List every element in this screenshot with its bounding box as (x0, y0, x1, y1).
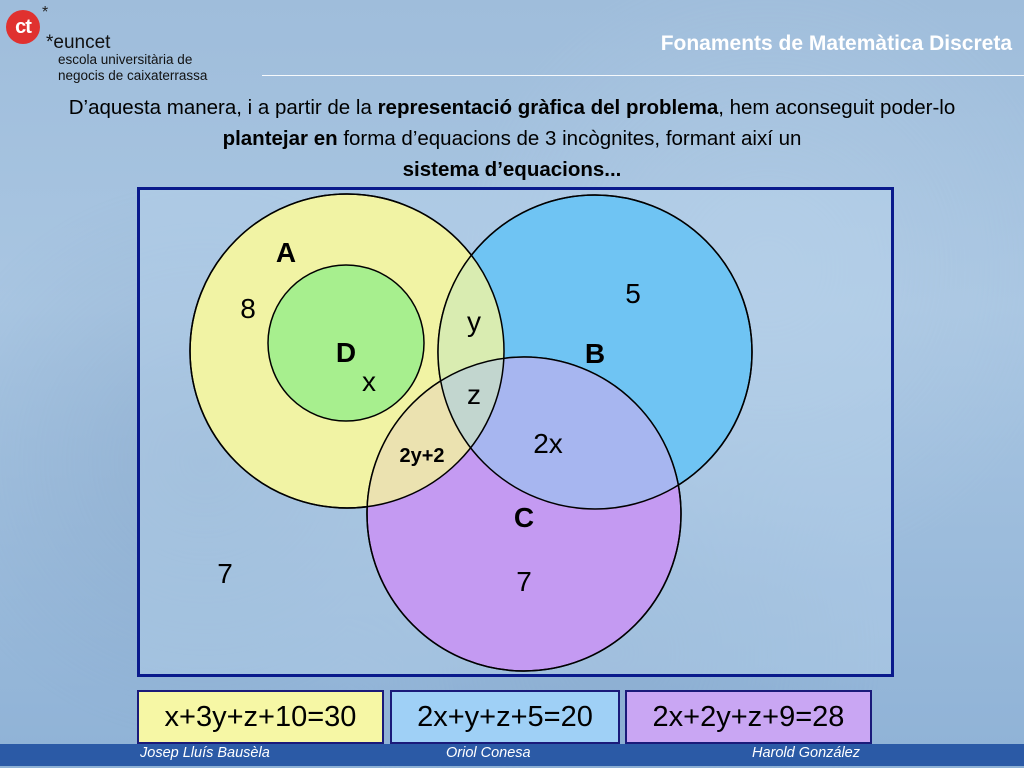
value-a-c: 2y+2 (399, 445, 445, 467)
course-title: Fonaments de Matemàtica Discreta (660, 32, 1012, 55)
ct-logo-mark: ct (6, 10, 40, 44)
equation-3: 2x+2y+z+9=28 (625, 690, 872, 744)
logo-line-2: negocis de caixaterrassa (58, 68, 208, 83)
value-outside: 7 (217, 558, 233, 589)
value-c-only: 7 (516, 566, 532, 597)
intro-bold-3: sistema d’equacions... (402, 158, 622, 181)
logo-line-1: escola universitària de (58, 52, 193, 67)
label-set-a: A (275, 237, 297, 268)
value-a-b: y (467, 306, 481, 337)
intro-part-2: , hem aconseguit poder-lo (718, 96, 956, 119)
logo-star: * (42, 4, 49, 21)
intro-part-3: forma d’equacions de 3 incògnites, formant així un (337, 127, 802, 150)
intro-bold-2: plantejar en (222, 127, 338, 150)
footer-bar (0, 744, 1024, 766)
value-a-b-c: z (467, 379, 481, 410)
label-set-c: C (513, 502, 535, 533)
value-a-only: 8 (240, 293, 256, 324)
intro-part-1: D’aquesta manera, i a partir de la (68, 96, 378, 119)
logo-brand: *euncet (46, 32, 111, 53)
value-b-only: 5 (625, 278, 641, 309)
equation-1: x+3y+z+10=30 (137, 690, 384, 744)
footer-author-3: Harold González (752, 745, 860, 761)
value-b-c: 2x (533, 428, 563, 459)
intro-bold-1: representació gràfica del problema (377, 96, 719, 119)
footer-author-2: Oriol Conesa (446, 745, 531, 761)
footer-author-1: Josep Lluís Bausèla (140, 745, 270, 761)
equation-2: 2x+y+z+5=20 (390, 690, 620, 744)
value-d: x (362, 366, 376, 397)
label-set-b: B (584, 338, 606, 369)
label-set-d: D (335, 337, 357, 368)
